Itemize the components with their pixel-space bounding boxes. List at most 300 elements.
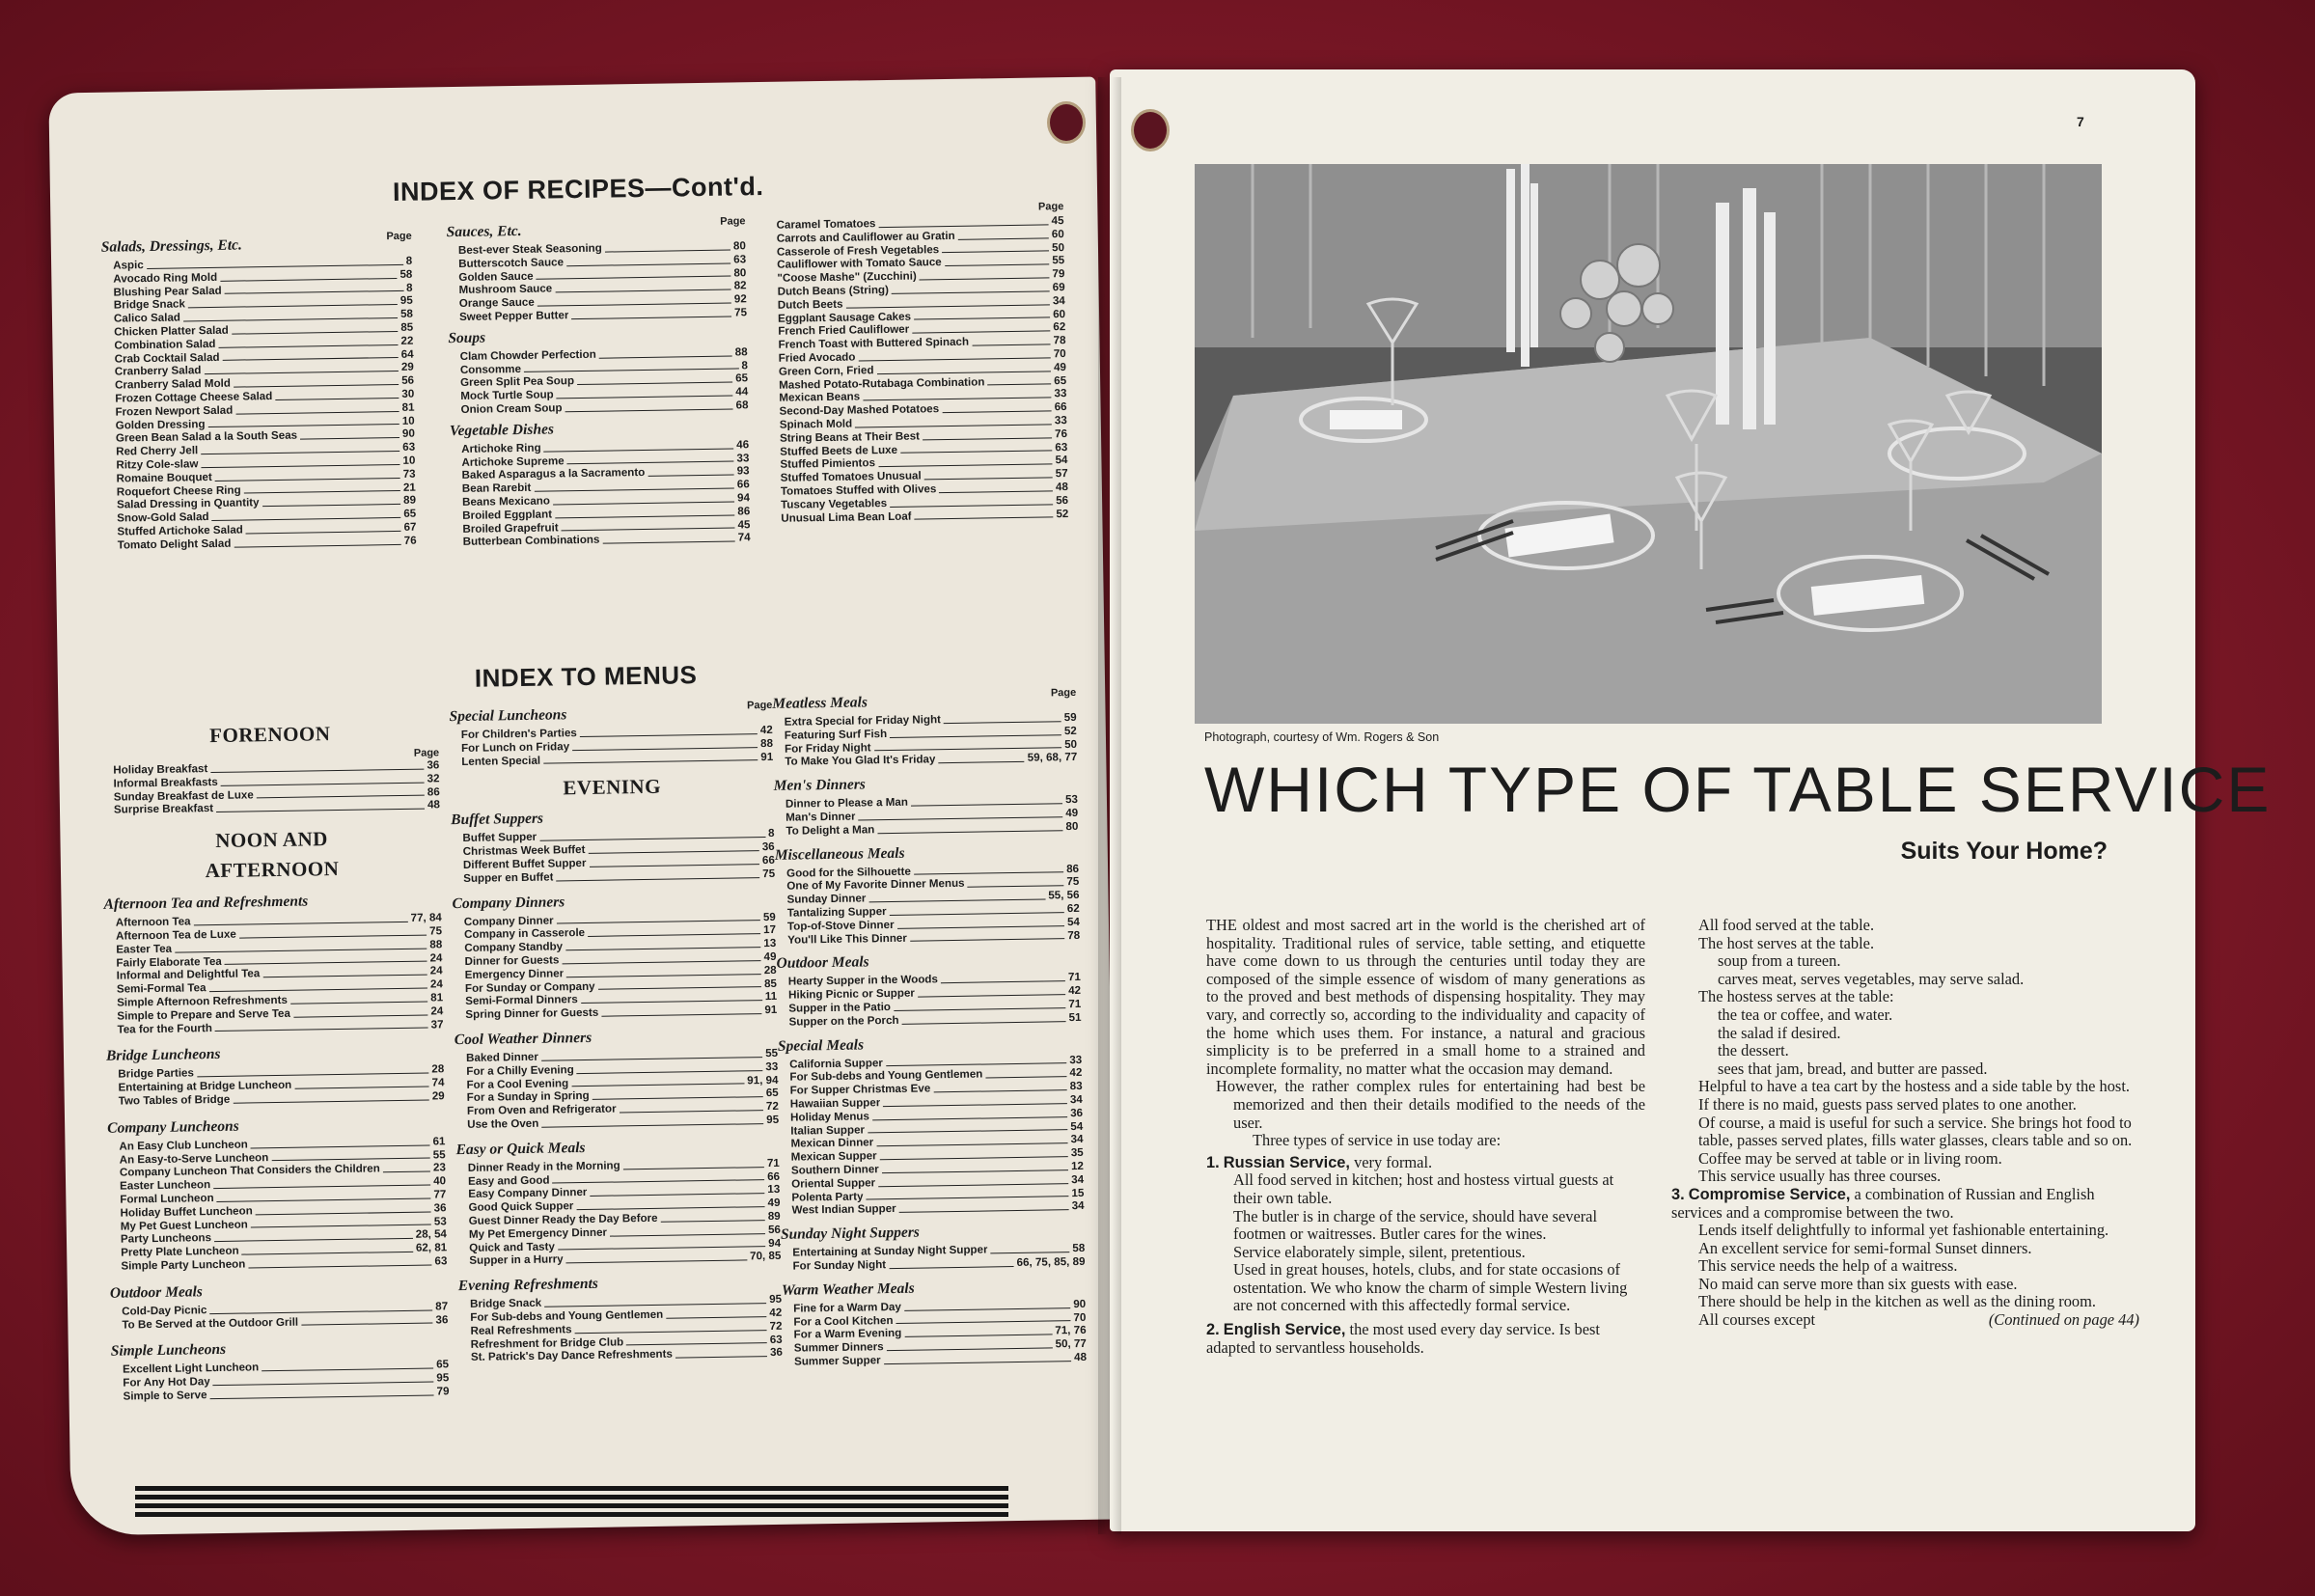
entry-leader [383, 1171, 430, 1173]
entry-leader [899, 1209, 1069, 1213]
entry-name: Summer Dinners [793, 1340, 884, 1355]
entry-leader [262, 504, 401, 507]
entry-page: 70, 85 [750, 1250, 782, 1263]
entry-page: 58 [400, 307, 414, 321]
entry-page: 78 [1067, 928, 1081, 942]
entry-page: 28, 54 [415, 1227, 448, 1242]
entry-leader [626, 1342, 767, 1345]
index-section-title: Meatless Meals [772, 694, 868, 712]
entry-page: 55 [1052, 254, 1065, 267]
entry-leader [580, 733, 758, 737]
entry-name: Summer Supper [793, 1354, 881, 1368]
entry-name: Different Buffet Supper [462, 856, 587, 871]
entry-name: Dinner Ready in the Morning [467, 1159, 620, 1174]
entry-page: 54 [1066, 915, 1081, 928]
entry-name: Holiday Menus [789, 1110, 870, 1124]
recipes-column-3 [764, 201, 1068, 525]
entry-page: 17 [763, 923, 777, 937]
entry-leader [215, 477, 400, 481]
entry-page: 54 [1055, 454, 1068, 467]
entry-leader [878, 224, 1048, 228]
entry-leader [887, 1347, 1053, 1351]
entry-page: 52 [1056, 507, 1069, 520]
entry-page: 23 [432, 1161, 446, 1174]
entry-name: Easy and Good [467, 1173, 550, 1188]
entry-page: 79 [1052, 267, 1065, 281]
entry-leader [577, 1070, 763, 1074]
entry-name: Pretty Plate Luncheon [121, 1244, 239, 1259]
entry-page: 56 [401, 373, 415, 388]
entry-leader [923, 437, 1052, 440]
entry-page: 75 [762, 867, 776, 880]
entry-name: Beans Mexicano [461, 494, 550, 509]
entry-page: 66 [736, 478, 750, 491]
page-column-header: Page [413, 747, 440, 759]
entry-leader [900, 451, 1052, 454]
entry-name: French Toast with Buttered Spinach [778, 335, 970, 351]
entry-page: 89 [402, 494, 417, 508]
entry-leader [920, 277, 1050, 280]
entry-name: Use the Oven [467, 1116, 539, 1131]
entry-name: Spinach Mold [779, 417, 853, 431]
index-section-title: Miscellaneous Meals [774, 844, 905, 864]
entry-leader [541, 1123, 763, 1128]
entry-leader [566, 1260, 747, 1264]
entry-page: 76 [1054, 427, 1068, 441]
entry-page: 35 [1070, 1146, 1084, 1160]
entry-page: 65 [735, 371, 749, 385]
entry-page: 88 [429, 938, 443, 951]
menus-index-title: INDEX TO MENUS [474, 660, 698, 693]
entry-name: Tuscany Vegetables [781, 496, 888, 511]
page-column-header: Page [1037, 201, 1064, 213]
c2-line-3d: sees that jam, bread, and butter are passed. [1718, 1059, 1988, 1078]
entry-page: 13 [767, 1183, 781, 1197]
entry-page: 34 [1052, 293, 1065, 308]
entry-page: 24 [430, 1004, 444, 1018]
entry-page: 65 [436, 1358, 450, 1371]
entry-name: Aspic [113, 259, 144, 272]
entry-name: Salad Dressing in Quantity [116, 496, 260, 511]
entry-page: 32 [427, 772, 440, 785]
entry-leader [301, 1323, 432, 1326]
entry-name: One of My Favorite Dinner Menus [786, 877, 965, 894]
entry-page: 29 [431, 1089, 445, 1103]
entry-name: For a Cool Kitchen [793, 1313, 894, 1329]
entry-page: 75 [429, 924, 443, 938]
entry-name: Sunday Dinner [786, 892, 867, 906]
index-section-title: Company Luncheons [107, 1117, 239, 1137]
entry-page: 8 [741, 358, 748, 371]
index-section-title: Bridge Luncheons [105, 1046, 221, 1065]
entry-name: Hawaiian Supper [789, 1096, 881, 1111]
entry-page: 33 [1069, 1053, 1083, 1066]
entry-name: Golden Dressing [115, 417, 206, 432]
entry-leader [877, 371, 1052, 374]
entry-page: 30 [401, 387, 415, 400]
entry-leader [972, 344, 1051, 345]
entry-name: For Lunch on Friday [460, 740, 570, 755]
entry-page: 87 [435, 1299, 449, 1313]
entry-page: 33 [1054, 414, 1067, 427]
entry-leader [588, 933, 760, 937]
entry-name: Frozen Newport Salad [115, 403, 234, 419]
entry-leader [543, 760, 758, 764]
entry-page: 36 [761, 840, 775, 854]
menus-column-2 [449, 700, 783, 1364]
index-section-title: Simple Luncheons [110, 1341, 227, 1361]
c2-line-4: Helpful to have a tea cart by the hostess and a side table by the host. [1698, 1077, 2130, 1096]
russian-service-heading [1206, 1154, 1645, 1172]
entry-page: 59 [1063, 710, 1077, 725]
entry-page: 28 [763, 963, 777, 977]
c2-line-2a: soup from a tureen. [1718, 951, 1841, 971]
entry-leader [886, 1063, 1066, 1067]
entry-page: 94 [736, 491, 751, 505]
article-title: WHICH TYPE OF TABLE SERVICE [1204, 754, 2272, 825]
c2-line-3c: the dessert. [1718, 1041, 1789, 1060]
entry-name: Party Luncheons [120, 1231, 212, 1246]
entry-name: Green Bean Salad a la South Seas [115, 428, 298, 445]
entry-page: 60 [1051, 227, 1064, 241]
entry-name: Second-Day Mashed Potatoes [779, 402, 940, 418]
entry-name: My Pet Emergency Dinner [468, 1225, 608, 1241]
entry-page: 76 [403, 534, 417, 547]
entry-name: Red Cherry Jell [116, 444, 199, 458]
entry-name: Featuring Surf Fish [784, 727, 888, 742]
paragraph-2: However, the rather complex rules for entertaining had best be memorized and then their details modified to the needs of the user. [1216, 1077, 1645, 1132]
item-2-title: English Service, [1223, 1321, 1346, 1339]
russian-line-3: Service elaborately simple, silent, pretentious. [1233, 1242, 1526, 1261]
entry-leader [275, 398, 399, 400]
c2-line-1: All food served at the table. [1698, 916, 1875, 934]
compromise-service-heading [1671, 1186, 2139, 1222]
entry-page: 48 [427, 798, 441, 812]
entry-name: Artichoke Supreme [461, 454, 565, 469]
entry-name: Unusual Lima Bean Loaf [781, 509, 912, 525]
entry-name: Mexican Dinner [790, 1136, 874, 1150]
entry-leader [555, 289, 730, 293]
entry-leader [987, 384, 1051, 386]
entry-name: Artichoke Ring [461, 441, 541, 455]
entry-name: Simple to Prepare and Serve Tea [117, 1006, 290, 1023]
entry-page: 49 [1053, 360, 1067, 374]
index-section-title: Special Meals [777, 1036, 865, 1055]
entry-name: Dinner for Guests [464, 953, 560, 968]
entry-page: 34 [1069, 1092, 1083, 1107]
entry-leader [215, 1028, 428, 1032]
entry-page: 80 [732, 239, 747, 253]
entry-page: 15 [1071, 1186, 1085, 1199]
entry-page: 50 [1064, 737, 1078, 751]
entry-page: 48 [1055, 481, 1068, 494]
entry-page: 92 [733, 292, 747, 306]
entry-page: 34 [1070, 1133, 1084, 1146]
entry-name: Carrots and Cauliflower au Gratin [776, 229, 955, 245]
entry-page: 93 [736, 464, 750, 478]
entry-page: 65 [765, 1087, 779, 1100]
c2-line-2: The host serves at the table. [1698, 933, 1875, 952]
entry-name: Caramel Tomatoes [776, 217, 876, 232]
entry-name: Bridge Snack [113, 297, 185, 312]
recipes-column-1 [101, 231, 417, 553]
entry-page: 75 [1066, 875, 1080, 889]
entry-page: 21 [402, 481, 416, 494]
entry-leader [890, 734, 1061, 738]
entry-page: 40 [433, 1174, 447, 1188]
decorative-rules [135, 1486, 1008, 1521]
entry-leader [933, 1089, 1066, 1092]
entry-leader [942, 251, 1049, 254]
entry-leader [620, 1110, 763, 1113]
entry-name: Consomme [459, 362, 522, 376]
entry-leader [225, 290, 403, 294]
entry-name: Romaine Bouquet [116, 470, 212, 485]
index-section-title: Sunday Night Suppers [780, 1224, 920, 1243]
entry-page: 50 [1051, 240, 1065, 254]
entry-name: Hearty Supper in the Woods [787, 973, 939, 989]
entry-name: Entertaining at Bridge Luncheon [118, 1078, 292, 1094]
page-column-header: Page [746, 699, 773, 712]
entry-page: 12 [1070, 1159, 1085, 1173]
entry-page: 55 [432, 1147, 446, 1162]
entry-name: Chicken Platter Salad [114, 323, 229, 339]
item-3-title: Compromise Service, [1688, 1185, 1851, 1203]
entry-name: For Sunday Night [792, 1258, 887, 1273]
entry-name: Green Split Pea Soup [459, 374, 575, 390]
entry-name: Mushroom Sauce [458, 282, 553, 297]
entry-leader [246, 531, 401, 535]
entry-page: 49 [763, 949, 777, 964]
entry-leader [892, 290, 1050, 294]
entry-name: Eggplant Sausage Cakes [777, 310, 912, 325]
entry-leader [675, 1356, 767, 1358]
entry-name: Bridge Snack [469, 1296, 542, 1311]
c2-line-9: Lends itself delightfully to informal yet fashionable entertaining. [1698, 1221, 2109, 1240]
entry-name: Holiday Buffet Luncheon [120, 1204, 253, 1220]
entry-page: 8 [767, 827, 775, 840]
entry-name: For Any Hot Day [123, 1375, 210, 1390]
entry-name: Simple Afternoon Refreshments [117, 993, 288, 1009]
entry-name: Supper en Buffet [463, 870, 554, 885]
entry-name: Supper in a Hurry [469, 1252, 564, 1268]
entry-name: Frozen Cottage Cheese Salad [115, 389, 273, 405]
entry-name: From Oven and Refrigerator [466, 1102, 617, 1118]
entry-name: To Be Served at the Outdoor Grill [122, 1315, 299, 1332]
entry-leader [918, 994, 1065, 997]
entry-leader [985, 1076, 1066, 1078]
entry-page: 24 [429, 964, 443, 977]
entry-leader [944, 721, 1061, 724]
entry-page: 55 [765, 1046, 779, 1060]
entry-page: 72 [765, 1100, 780, 1114]
c2-line-2b: carves meat, serves vegetables, may serve salad. [1718, 969, 2025, 988]
entry-leader [598, 986, 761, 990]
entry-page: 71, 76 [1055, 1324, 1087, 1337]
english-service-heading [1206, 1321, 1645, 1357]
entry-name: For a Chilly Evening [466, 1062, 574, 1078]
entry-name: Sweet Pepper Butter [458, 309, 569, 323]
entry-page: 49 [767, 1196, 781, 1210]
entry-page: 77 [433, 1188, 447, 1201]
entry-page: 91 [764, 1004, 778, 1017]
paragraph-3: Three types of service in use today are: [1253, 1131, 1502, 1150]
entry-name: Semi-Formal Tea [116, 981, 207, 996]
entry-name: Crab Cocktail Salad [114, 350, 220, 366]
entry-page: 90 [401, 427, 416, 441]
entry-page: 48 [1074, 1350, 1088, 1363]
entry-leader [210, 1394, 434, 1399]
entry-page: 42 [759, 723, 773, 737]
entry-leader [577, 382, 732, 386]
entry-leader [610, 1233, 765, 1237]
entry-page: 86 [737, 505, 751, 518]
entry-leader [910, 939, 1064, 943]
entry-leader [242, 1252, 413, 1255]
entry-page: 81 [401, 400, 415, 414]
entry-leader [890, 504, 1053, 508]
entry-name: West Indian Supper [791, 1202, 896, 1217]
entry-name: Italian Supper [790, 1122, 866, 1138]
entry-name: Easter Luncheon [120, 1178, 211, 1193]
entry-name: Man's Dinner [785, 810, 856, 824]
entry-name: Christmas Week Buffet [462, 843, 586, 859]
entry-page: 50, 77 [1055, 1336, 1087, 1351]
entry-page: 58 [400, 267, 413, 281]
entry-page: 49 [1065, 806, 1079, 820]
entry-name: You'll Like This Dinner [787, 931, 907, 947]
entry-leader [233, 1099, 429, 1103]
entry-page: 24 [429, 950, 443, 965]
entry-page: 88 [759, 736, 774, 750]
entry-page: 70 [1073, 1310, 1087, 1324]
entry-leader [945, 264, 1050, 267]
entry-leader [581, 1000, 762, 1004]
entry-leader [235, 411, 399, 415]
left-page [48, 77, 1117, 1536]
entry-page: 42 [769, 1306, 783, 1319]
entry-name: St. Patrick's Day Dance Refreshments [470, 1347, 674, 1364]
entry-name: String Beans at Their Best [779, 429, 921, 445]
entry-name: Golden Sauce [458, 269, 534, 284]
entry-page: 94 [768, 1236, 782, 1250]
entry-name: An Easy Club Luncheon [119, 1138, 248, 1153]
entry-page: 78 [1053, 334, 1066, 347]
entry-leader [939, 490, 1053, 493]
entry-page: 86 [427, 784, 440, 799]
entry-name: Quick and Tasty [469, 1240, 555, 1254]
entry-name: For Sunday or Company [464, 979, 595, 995]
entry-leader [897, 925, 1065, 929]
entry-leader [958, 237, 1049, 239]
entry-name: Southern Dinner [790, 1163, 879, 1177]
entry-page: 59, 68, 77 [1027, 751, 1078, 765]
entry-page: 72 [769, 1319, 783, 1333]
entry-leader [605, 249, 730, 252]
entry-page: 33 [736, 451, 750, 465]
entry-leader [877, 830, 1062, 834]
entry-name: Company in Casserole [463, 926, 586, 942]
entry-page: 56 [1056, 493, 1069, 508]
entry-leader [889, 1266, 1013, 1269]
entry-leader [902, 1021, 1066, 1025]
entry-leader [223, 357, 399, 361]
entry-name: Onion Cream Soup [460, 401, 563, 416]
table-setting-photo [1195, 164, 2102, 724]
entry-leader [868, 898, 1045, 902]
entry-name: Avocado Ring Mold [113, 270, 218, 286]
entry-name: Baked Dinner [465, 1050, 538, 1064]
entry-page: 53 [1064, 793, 1079, 807]
entry-page: 74 [737, 531, 751, 544]
entry-leader [648, 475, 733, 477]
article-column-1 [1206, 917, 1645, 1357]
entry-leader [220, 278, 397, 282]
entry-name: For a Sunday in Spring [466, 1089, 590, 1105]
entry-page: 29 [400, 361, 414, 374]
entry-page: 62 [1066, 901, 1080, 916]
entry-page: 42 [1068, 984, 1082, 998]
index-section-title: Buffet Suppers [451, 811, 544, 829]
entry-page: 74 [431, 1076, 445, 1089]
entry-page: 51 [1068, 1010, 1082, 1024]
entry-page: 66 [767, 1169, 781, 1183]
entry-name: Holiday Breakfast [113, 762, 208, 777]
entry-page: 58 [1072, 1242, 1086, 1255]
entry-page: 95 [769, 1292, 783, 1307]
entry-leader [234, 543, 400, 547]
entry-page: 80 [1065, 819, 1079, 833]
noon-title-line-2: AFTERNOON [205, 857, 340, 883]
intro-paragraph: THE oldest and most sacred art in the world is the cherished art of hospitality. Traditional rules of service, table setting, and etiquette have come down to us through the centuries until today they are composed of the simple essence of wisdom of many generations as to the proved and best methods of dispensing hospitality. They may vary, and correctly so, according to the individuality and capacity of the home which uses them. For instance, a natural and gracious simplicity is to be preferred in a small home to a strained and incomplete formality, no matter what the occasion may demand. [1206, 916, 1645, 1078]
c2-line-11: This service needs the help of a waitress. [1698, 1256, 1958, 1276]
entry-name: Company Luncheon That Considers the Children [119, 1162, 380, 1179]
entry-name: Broiled Eggplant [462, 508, 553, 522]
entry-page: 44 [735, 385, 749, 399]
index-section-title: Outdoor Meals [776, 953, 869, 973]
entry-page: 85 [763, 977, 778, 990]
c2-line-5: If there is no maid, guests pass served plates to one another. [1698, 1094, 2077, 1114]
entry-name: Informal Breakfasts [113, 775, 218, 790]
entry-leader [904, 1307, 1070, 1311]
entry-page: 55, 56 [1048, 889, 1080, 902]
entry-page: 91, 94 [747, 1073, 779, 1087]
forenoon-title: FORENOON [208, 722, 331, 748]
entry-name: Afternoon Tea de Luxe [115, 927, 236, 943]
entry-page: 63 [733, 253, 747, 266]
entry-name: Guest Dinner Ready the Day Before [468, 1211, 658, 1227]
entry-name: Calico Salad [113, 311, 181, 325]
page-number: 7 [2077, 114, 2084, 129]
entry-page: 62 [1053, 320, 1066, 334]
entry-name: Excellent Light Luncheon [123, 1361, 260, 1376]
entry-name: Combination Salad [114, 337, 216, 352]
entry-page: 71 [766, 1156, 780, 1169]
entry-name: Top-of-Stove Dinner [786, 918, 895, 933]
entry-page: 65 [1054, 373, 1067, 387]
punch-hole-left [1047, 101, 1086, 144]
entry-name: Butterbean Combinations [462, 534, 600, 549]
entry-page: 60 [1053, 307, 1066, 320]
c2-line-14: All courses except [1698, 1310, 1816, 1330]
c2-line-8: This service usually has three courses. [1698, 1167, 1942, 1186]
entry-leader [915, 517, 1054, 520]
entry-leader [290, 1001, 427, 1004]
entry-leader [555, 514, 734, 518]
index-section-title: Salads, Dressings, Etc. [100, 236, 242, 256]
entry-name: Emergency Dinner [464, 967, 565, 981]
entry-name: Company Dinner [463, 914, 554, 928]
